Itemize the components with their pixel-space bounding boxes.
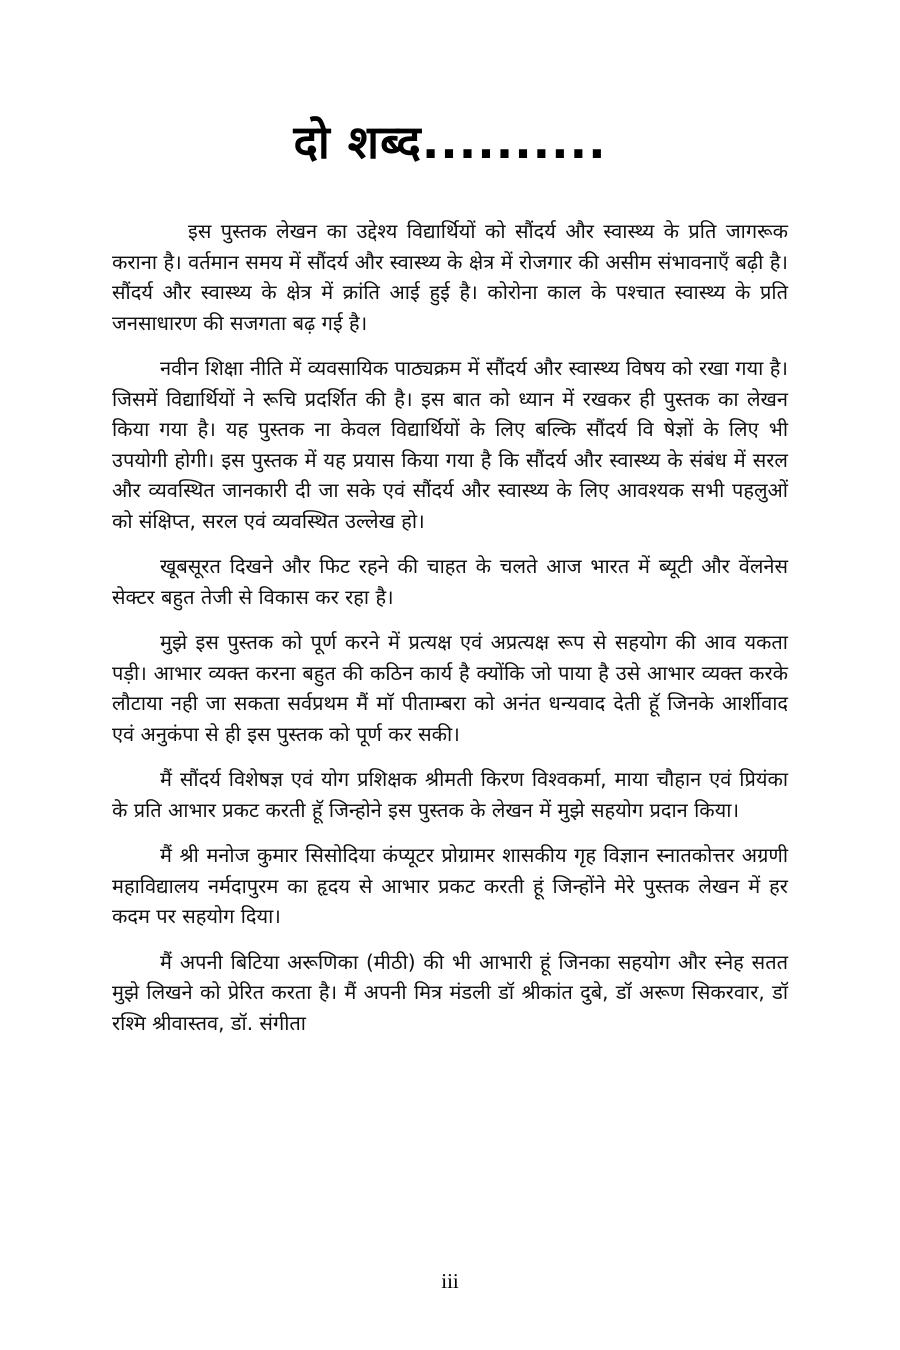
- page-number: iii: [441, 1269, 459, 1293]
- page-title: दो शब्द..........: [293, 115, 607, 169]
- paragraph-3: खूबसूरत दिखने और फिट रहने की चाहत के चलते आज भारत में ब्यूटी और वेंलनेस सेक्टर बहुत तेजी से विकास कर रहा है।: [112, 554, 788, 609]
- paragraph-2: नवीन शिक्षा नीति में व्यवसायिक पाठ्यक्रम में सौंदर्य और स्वास्थ्य विषय को रखा गया है। जिसमें विद्यार्थियों ने रूचि प्रदर्शित की है। इस बात को ध्यान में रखकर ही पुस्तक का लेखन किया गया है। यह पुस्तक ना केवल विद्यार्थियों के लिए बल्कि सौंदर्य वि षेज्ञों के लिए भी उपयोगी होगी। इस पुस्तक में यह प्रयास किया गया है कि सौंदर्य और स्वास्थ्य के संबंध में सरल और व्यवस्थित जानकारी दी जा सके एवं सौंदर्य और स्वास्थ्य के लिए आवश्यक सभी पहलुओं को संक्षिप्त, सरल एवं व्यवस्थित उल्लेख हो।: [112, 356, 788, 533]
- paragraph-1: इस पुस्तक लेखन का उद्देश्य विद्यार्थियों को सौंदर्य और स्वास्थ्य के प्रति जागरूक कराना है। वर्तमान समय में सौंदर्य और स्वास्थ्य के क्षेत्र में रोजगार की असीम संभावनाएँ बढ़ी है। सौंदर्य और स्वास्थ्य के क्षेत्र में क्रांति आई हुई है। कोरोना काल के पश्चात स्वास्थ्य के प्रति जनसाधारण की सजगता बढ़ गई है।: [112, 219, 788, 335]
- paragraph-4: मुझे इस पुस्तक को पूर्ण करने में प्रत्यक्ष एवं अप्रत्यक्ष रूप से सहयोग की आव यकता पड़ी। आभार व्यक्त करना बहुत की कठिन कार्य है क्योंकि जो पाया है उसे आभार व्यक्त करके लौटाया नही जा सकता सर्वप्रथम मैं माॅ पीताम्बरा को अनंत धन्यवाद देती हूॅ जिनके आर्शीवाद एवं अनुकंपा से ही इस पुस्तक को पूर्ण कर सकी।: [112, 630, 788, 746]
- paragraph-5: मैं सौंदर्य विशेषज्ञ एवं योग प्रशिक्षक श्रीमती किरण विश्वकर्मा, माया चौहान एवं प्रियंका के प्रति आभार प्रकट करती हूॅ जिन्होने इस पुस्तक के लेखन में मुझे सहयोग प्रदान किया।: [112, 767, 788, 822]
- paragraph-7: मैं अपनी बिटिया अरूणिका (मीठी) की भी आभारी हूं जिनका सहयोग और स्नेह सतत मुझे लिखने को प्रेरित करता है। मैं अपनी मित्र मंडली डॉ श्रीकांत दुबे, डॉ अरूण सिकरवार, डॉ रश्मि श्रीवास्तव, डॉ. संगीता: [112, 949, 788, 1035]
- paragraph-6: मैं श्री मनोज कुमार सिसोदिया कंप्यूटर प्रोग्रामर शासकीय गृह विज्ञान स्नातकोत्तर अग्रणी महाविद्यालय नर्मदापुरम का हृदय से आभार प्रकट करती हूं जिन्होंने मेरे पुस्तक लेखन में हर कदम पर सहयोग दिया।: [112, 843, 788, 928]
- preface-body: [112, 216, 788, 1053]
